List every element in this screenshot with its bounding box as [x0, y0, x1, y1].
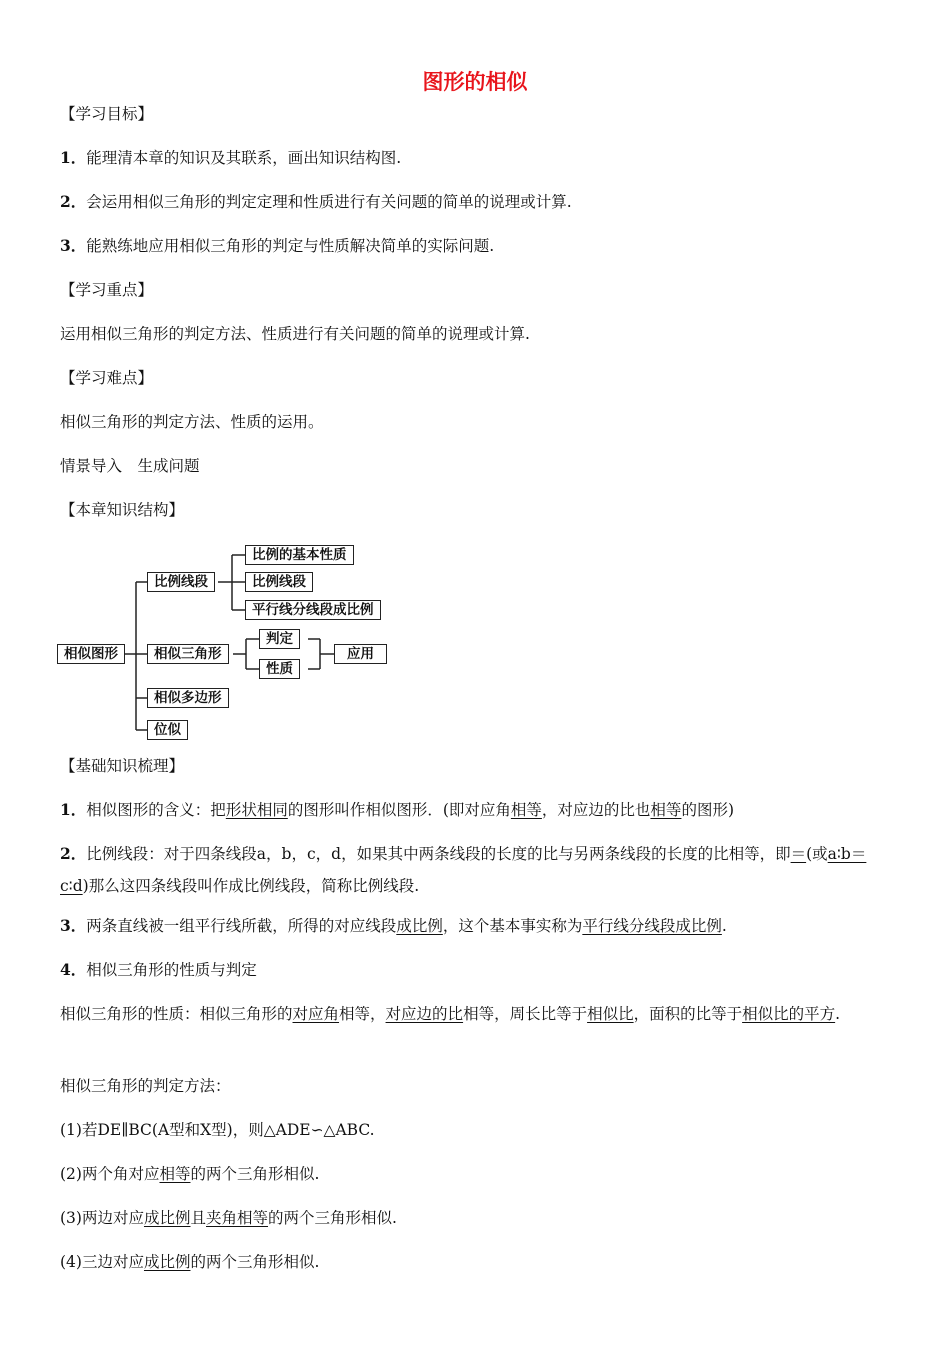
structure-heading: 【本章知识结构】 — [60, 501, 185, 519]
goals-heading: 【学习目标】 — [60, 105, 154, 123]
goal-2-number: 2． — [60, 192, 87, 211]
judge-method-1: (1)若DE∥BC(A型和X型)，则△ADE∽△ABC. — [60, 1121, 375, 1139]
diagram-similar-triangles: 相似三角形 — [147, 644, 229, 664]
text-run: 的两个三角形相似. — [190, 1253, 320, 1271]
basics-item-1 — [60, 800, 734, 820]
text-run: 相等，周长比等于 — [463, 1005, 588, 1023]
blank-answer: 相似比 — [587, 1005, 634, 1023]
diagram-parallel-lines: 平行线分线段成比例 — [245, 600, 381, 620]
text-run: (或 — [806, 845, 828, 863]
blank-answer: ＝ — [790, 845, 807, 863]
text-run: 相似三角形的性质：相似三角形的 — [60, 1005, 293, 1023]
diagram-homothety: 位似 — [147, 720, 188, 740]
text-run: 的图形) — [681, 801, 734, 819]
text-run: 相等， — [339, 1005, 386, 1023]
text-run: ，这个基本事实称为 — [442, 917, 583, 935]
blank-answer: 对应角 — [292, 1005, 340, 1023]
basics-item-1-number: 1． — [60, 800, 87, 819]
judge-method-2 — [60, 1164, 319, 1184]
diagram-judge: 判定 — [259, 629, 300, 649]
blank-answer: 对应边的比 — [385, 1005, 464, 1023]
basics-item-2 — [60, 838, 890, 902]
blank-answer: 成比例 — [143, 1253, 191, 1271]
diagram-apply: 应用 — [334, 644, 387, 664]
diagram-similar-polygons: 相似多边形 — [147, 688, 229, 708]
diagram-basic-property: 比例的基本性质 — [245, 545, 354, 565]
text-run: . — [721, 917, 727, 935]
diagram-root-similar-figures: 相似图形 — [57, 644, 125, 664]
blank-answer: 相似比的平方 — [742, 1005, 836, 1023]
goal-1-text: 能理清本章的知识及其联系，画出知识结构图. — [86, 149, 402, 167]
blank-answer: a∶b＝c∶d — [60, 845, 867, 895]
goal-3-number: 3． — [60, 236, 87, 255]
basics-item-4 — [60, 960, 257, 980]
diagram-property: 性质 — [259, 659, 300, 679]
blank-answer: 相等 — [650, 801, 682, 819]
blank-answer: 相等 — [510, 801, 542, 819]
goal-3-text: 能熟练地应用相似三角形的判定与性质解决简单的实际问题. — [86, 237, 495, 255]
judge-heading: 相似三角形的判定方法： — [60, 1077, 231, 1095]
goal-1-number: 1． — [60, 148, 87, 167]
text-run: ，面积的比等于 — [633, 1005, 743, 1023]
triangle-properties — [60, 998, 890, 1030]
blank-answer: 成比例 — [143, 1209, 191, 1227]
text-run: )那么这四条线段叫作成比例线段，简称比例线段. — [82, 877, 420, 895]
text-run: 的图形叫作相似图形．(即对应角 — [287, 801, 511, 819]
goal-2-text: 会运用相似三角形的判定定理和性质进行有关问题的简单的说理或计算. — [86, 193, 572, 211]
judge-method-4 — [60, 1252, 319, 1272]
text-run: (2)两个角对应 — [60, 1165, 160, 1183]
diagram-proportional-segments: 比例线段 — [147, 572, 215, 592]
text-run: 且 — [190, 1209, 206, 1227]
key-heading: 【学习重点】 — [60, 281, 154, 299]
basics-item-3-number: 3． — [60, 916, 87, 935]
basics-item-4-number: 4． — [60, 960, 87, 979]
blank-answer: 相等 — [159, 1165, 191, 1183]
difficult-heading: 【学习难点】 — [60, 369, 154, 387]
text-run: 相似图形的含义：把 — [86, 801, 226, 819]
text-run: 两条直线被一组平行线所截，所得的对应线段 — [86, 917, 397, 935]
diagram-proportional-segments-sub: 比例线段 — [245, 572, 313, 592]
blank-answer: 夹角相等 — [206, 1209, 269, 1227]
text-run: . — [835, 1005, 841, 1023]
page-title: 图形的相似 — [422, 70, 528, 94]
text-run: 比例线段：对于四条线段a，b，c，d，如果其中两条线段的长度的比与另两条线段的长度的比相等，即 — [86, 845, 791, 863]
difficult-text: 相似三角形的判定方法、性质的运用。 — [60, 413, 324, 431]
blank-answer: 形状相同 — [225, 801, 288, 819]
blank-answer: 平行线分线段成比例 — [582, 917, 722, 935]
basics-item-3 — [60, 916, 727, 936]
text-run: 相似三角形的性质与判定 — [86, 961, 257, 979]
blank-answer: 成比例 — [396, 917, 443, 935]
judge-method-3 — [60, 1208, 397, 1228]
basics-item-2-number: 2． — [60, 844, 87, 863]
text-run: ，对应边的比也 — [541, 801, 651, 819]
text-run: 的两个三角形相似. — [190, 1165, 320, 1183]
basics-heading: 【基础知识梳理】 — [60, 757, 185, 775]
text-run: (3)两边对应 — [60, 1209, 144, 1227]
key-text: 运用相似三角形的判定方法、性质进行有关问题的简单的说理或计算. — [60, 325, 530, 343]
text-run: 的两个三角形相似. — [268, 1209, 397, 1227]
intro-line: 情景导入 生成问题 — [60, 457, 200, 475]
text-run: (4)三边对应 — [60, 1253, 144, 1271]
